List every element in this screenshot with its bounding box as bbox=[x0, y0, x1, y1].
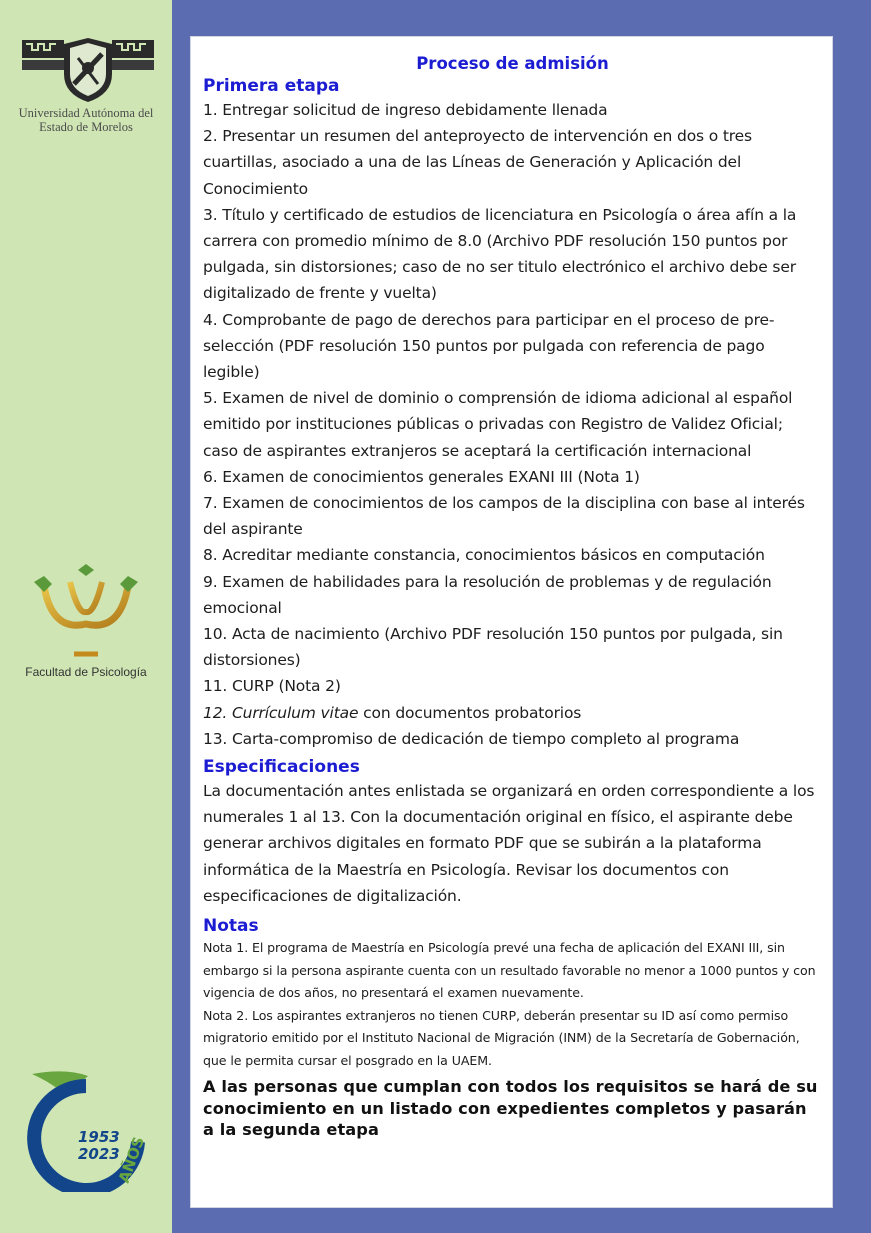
closing-statement: A las personas que cumplan con todos los requisitos se hará de su conocimiento en un listado con expedientes completos y pasarán a la segunda etapa bbox=[203, 1077, 818, 1140]
anniversary-label: AÑOS bbox=[114, 1134, 149, 1186]
requirement-item: 9. Examen de habilidades para la resolución de problemas y de regulación emocional bbox=[203, 572, 772, 617]
requirement-item: 10. Acta de nacimiento (Archivo PDF resolución 150 puntos por pulgada, sin distorsiones) bbox=[203, 625, 783, 670]
requirement-item: 3. Título y certificado de estudios de licenciatura en Psicología o área afín a la carrera con promedio mínimo de 8.0 (Archivo PDF resolución 150 puntos por pulgada, sin distorsiones; caso de no ser titulo electrónico el archivo debe ser digitalizado de frente y vuelta) bbox=[203, 205, 797, 303]
item12-prefix: 12. bbox=[203, 703, 232, 722]
faculty-name: Facultad de Psicología bbox=[25, 665, 147, 679]
notes bbox=[203, 937, 822, 1072]
specs-heading: Especificaciones bbox=[203, 757, 360, 778]
anniversary-70-logo bbox=[26, 1062, 150, 1192]
requirement-item: 4. Comprobante de pago de derechos para participar en el proceso de pre-selección (PDF resolución 150 puntos por pulgada con referencia de pago legible) bbox=[203, 310, 775, 382]
stage1-heading: Primera etapa bbox=[203, 76, 340, 96]
anniversary-year-start: 1953 bbox=[78, 1128, 120, 1146]
requirement-item-13: 13. Carta-compromiso de dedicación de tiempo completo al programa bbox=[203, 729, 740, 748]
requirement-item: 6. Examen de conocimientos generales EXANI III (Nota 1) bbox=[203, 467, 640, 486]
notes-heading: Notas bbox=[203, 916, 259, 937]
uaem-logo bbox=[18, 34, 158, 104]
university-name bbox=[0, 106, 172, 134]
anniversary-year-end: 2023 bbox=[78, 1145, 120, 1163]
document-title: Proceso de admisión bbox=[416, 54, 609, 73]
university-name-line1: Universidad Autónoma del bbox=[18, 106, 154, 120]
requirement-item-12 bbox=[203, 700, 822, 726]
requirement-item: 5. Examen de nivel de dominio o comprensión de idioma adicional al español emitido por instituciones públicas o privadas con Registro de Validez Oficial; caso de aspirantes extranjeros se aceptará la certificación internacional bbox=[203, 389, 793, 460]
requirement-item: 2. Presentar un resumen del anteproyecto de intervención en dos o tres cuartillas, asociado a una de las Líneas de Generación y Aplicación del Conocimiento bbox=[203, 127, 752, 198]
item12-italic: Currículum vitae bbox=[231, 703, 359, 722]
requirements-list bbox=[203, 97, 822, 752]
admission-document bbox=[190, 36, 833, 1208]
requirement-item: 11. CURP (Nota 2) bbox=[203, 677, 341, 696]
requirement-item: 1. Entregar solicitud de ingreso debidamente llenada bbox=[203, 101, 608, 119]
requirement-item: 8. Acreditar mediante constancia, conocimientos básicos en computación bbox=[203, 546, 765, 565]
item12-suffix: con documentos probatorios bbox=[358, 703, 582, 722]
university-name-line2: Estado de Morelos bbox=[39, 120, 133, 134]
sidebar bbox=[0, 0, 172, 1233]
psychology-logo bbox=[30, 562, 142, 657]
note-1: Nota 1. El programa de Maestría en Psicología prevé una fecha de aplicación del EXANI III, sin embargo si la persona aspirante cuenta con un resultado favorable no menor a 1000 puntos y con vigencia de dos años, no presentará el examen nuevamente. bbox=[203, 940, 816, 1001]
specs-text: La documentación antes enlistada se organizará en orden correspondiente a los numerales 1 al 13. Con la documentación original en físico, el aspirante debe generar archivos digitales en formato PDF que se subirán a la plataforma informática de la Maestría en Psicología. Revisar los documentos con especificaciones de digitalización. bbox=[203, 782, 815, 905]
requirement-item: 7. Examen de conocimientos de los campos de la disciplina con base al interés del aspirante bbox=[203, 494, 805, 539]
note-2: Nota 2. Los aspirantes extranjeros no tienen CURP, deberán presentar su ID así como permiso migratorio emitido por el Instituto Nacional de Migración (INM) de la Secretaría de Gobernación, que le permita cursar el posgrado en la UAEM. bbox=[203, 1007, 800, 1068]
